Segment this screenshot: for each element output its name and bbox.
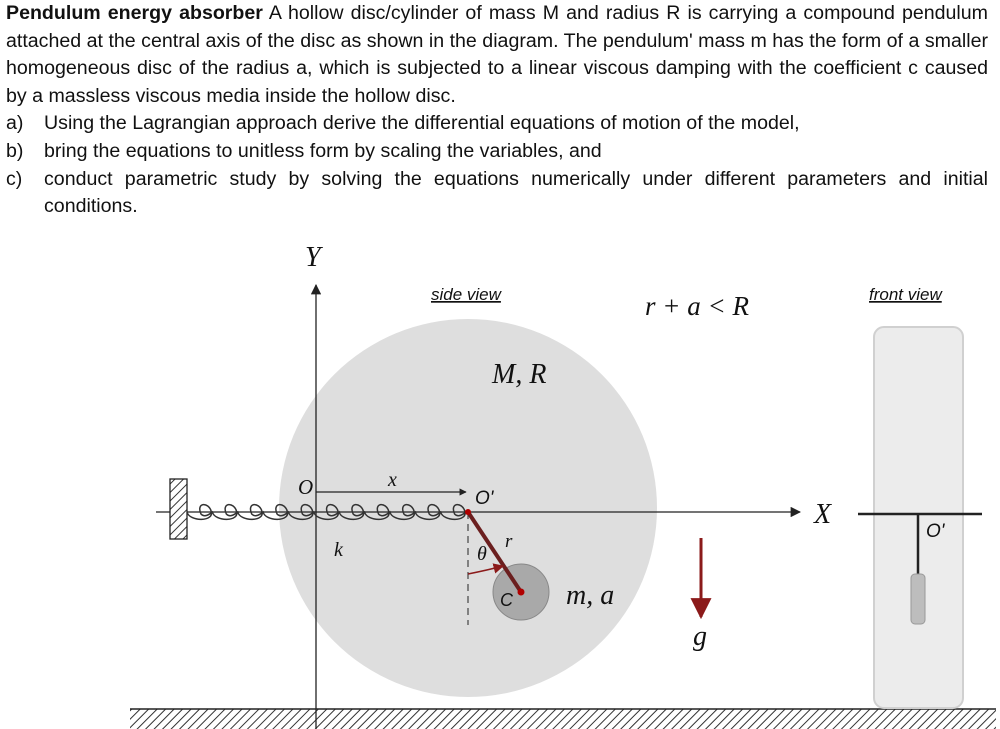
pendulum-center-point [518, 589, 525, 596]
spring-label: k [334, 539, 343, 561]
item-marker-b: b) [6, 139, 24, 162]
item-text-c: conduct parametric study by solving the equations numerically under different parameters and initial conditions. [44, 167, 988, 218]
pendulum-label: m, a [566, 580, 615, 611]
side-view-label: side view [431, 285, 501, 304]
pendulum-center-label: C [500, 590, 513, 610]
axis-y-label: Y [305, 242, 321, 273]
axis-x-label: X [814, 499, 832, 530]
origin-label: O [298, 475, 314, 499]
rod-length-label: r [505, 531, 513, 552]
item-marker-c: c) [6, 167, 23, 190]
wall-block [170, 479, 187, 539]
problem-title: Pendulum energy absorber [6, 2, 263, 24]
angle-label: θ [477, 543, 487, 565]
item-marker-a: a) [6, 112, 24, 135]
item-text-b: bring the equations to unitless form by scaling the variables, and [44, 139, 602, 162]
item-text-a: Using the Lagrangian approach derive the differential equations of motion of the model, [44, 112, 800, 135]
condition-label: r + a < R [645, 291, 749, 321]
pivot-point [465, 509, 471, 515]
ground-hatch [130, 709, 996, 729]
front-view-label: front view [869, 285, 942, 304]
problem-intro: A hollow disc/cylinder of mass M and radius R is carrying a compound pendulum attached at the central axis of the disc as shown in the diagram. The pendulum' mass m has the form of a smaller homogeneous disc of the radius a, which is subjected to a linear viscous damping with the coefficient c caused by a massless viscous media inside the hollow disc. [6, 2, 988, 107]
front-view-pendulum [911, 574, 925, 624]
center-point-label: O' [475, 488, 494, 509]
front-center-point-label: O' [926, 521, 945, 542]
displacement-label: x [388, 469, 397, 491]
disc-label: M, R [492, 359, 547, 390]
gravity-label: g [693, 621, 707, 652]
